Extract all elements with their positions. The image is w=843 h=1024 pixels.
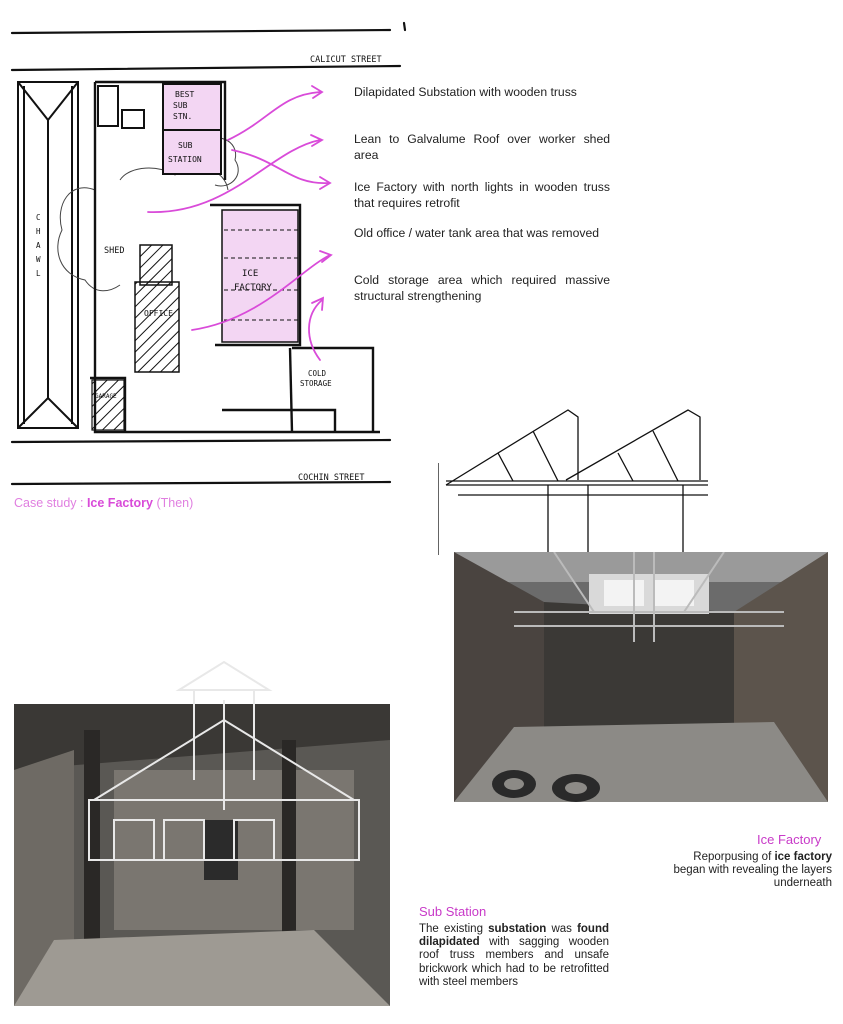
ice-factory-description: Reporpusing of ice factory began with revealing the layers underneath	[673, 851, 832, 890]
svg-text:H: H	[36, 227, 41, 236]
office-hatch	[140, 245, 172, 285]
svg-text:BEST: BEST	[175, 90, 195, 99]
ice-factory-truss-drawing	[438, 405, 728, 565]
street-label-top: CALICUT STREET	[310, 55, 382, 65]
svg-text:SUB: SUB	[178, 141, 193, 150]
ice-factory-photo	[454, 552, 828, 802]
substation-photo	[14, 660, 390, 1006]
case-study-caption: Case study : Ice Factory (Then)	[14, 496, 194, 510]
svg-text:L: L	[36, 269, 41, 278]
svg-text:OFFICE: OFFICE	[144, 309, 173, 318]
svg-text:COLD: COLD	[308, 369, 327, 378]
note-old-office: Old office / water tank area that was removed	[354, 226, 599, 240]
chawl-label: C	[36, 213, 41, 222]
note-ice-factory: Ice Factory with north lights in wooden truss that requires retrofit	[354, 180, 610, 210]
svg-text:STORAGE: STORAGE	[300, 379, 332, 388]
substation-title: Sub Station	[419, 904, 487, 919]
svg-text:STN.: STN.	[173, 112, 193, 121]
substation-description: The existing substation was found dilapidated with sagging wooden roof truss members and unsafe brickwork which had to be retrofitted with steel members	[419, 923, 609, 988]
svg-text:STATION: STATION	[168, 155, 202, 164]
svg-text:SHED: SHED	[104, 246, 125, 256]
svg-text:ICE: ICE	[242, 269, 259, 279]
note-substation: Dilapidated Substation with wooden truss	[354, 85, 577, 99]
svg-text:W: W	[36, 255, 41, 264]
note-cold-storage: Cold storage area which required massive structural strengthening	[354, 273, 610, 303]
ice-factory-title: Ice Factory	[757, 832, 822, 847]
svg-text:SUB: SUB	[173, 101, 188, 110]
note-lean-to-roof: Lean to Galvalume Roof over worker shed area	[354, 132, 610, 162]
svg-text:FACTORY: FACTORY	[234, 283, 272, 293]
svg-text:A: A	[36, 241, 41, 250]
street-label-bottom: COCHIN STREET	[298, 473, 365, 483]
chawl-block	[18, 82, 78, 428]
svg-text:GARAGE: GARAGE	[95, 393, 117, 400]
